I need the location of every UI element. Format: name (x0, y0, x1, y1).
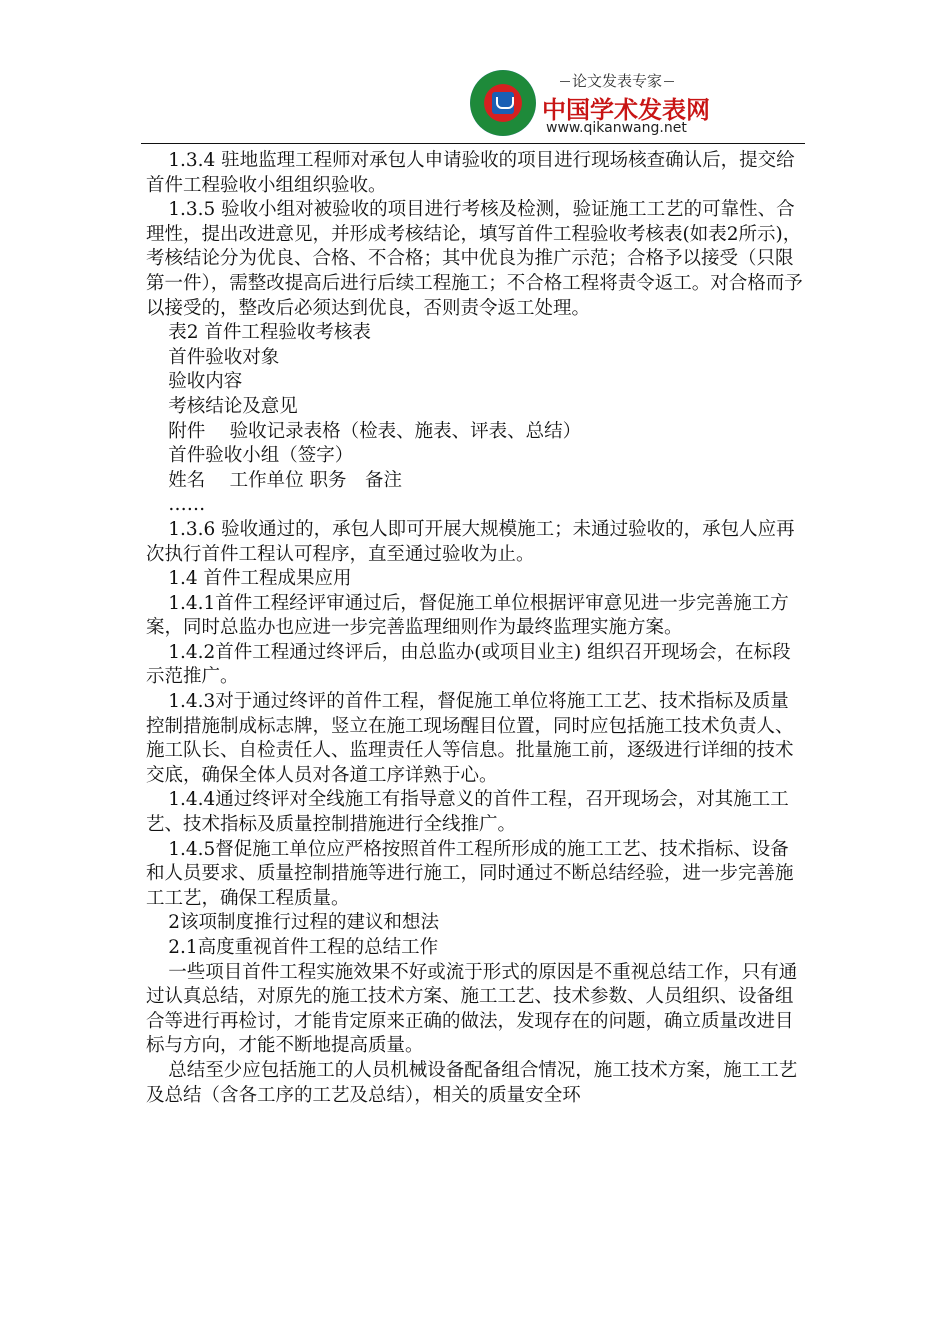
logo-slogan: 论文发表专家 (542, 70, 692, 91)
table-line: 附件 验收记录表格（检表、施表、评表、总结） (168, 420, 582, 442)
table-caption: 表2 首件工程验收考核表 (168, 322, 371, 344)
table-line: 首件验收小组（签字） (168, 445, 354, 467)
paragraph: 1.3.4 驻地监理工程师对承包人申请验收的项目进行现场核查确认后，提交给首件工程验收小组组织验收。 (146, 150, 795, 196)
paragraph: 1.3.5 验收小组对被验收的项目进行考核及检测，验证施工工艺的可靠性、合理性，提出改进意见，并形成考核结论，填写首件工程验收考核表(如表2所示)，考核结论分为优良、合格、不合格；其中优良为推广示范；合格予以接受（只限第一件），需整改提高后进行后续工程施工；不合格工程将责令返工。对合格而予以接受的，整改后必须达到优良，否则责令返工处理。 (146, 199, 803, 319)
paragraph: 1.4.5督促施工单位应严格按照首件工程所形成的施工工艺、技术指标、设备和人员要求、质量控制措施等进行施工，同时通过不断总结经验，进一步完善施工工艺，确保工程质量。 (146, 838, 794, 909)
section-heading: 2该项制度推行过程的建议和想法 (168, 912, 439, 934)
paragraph: 一些项目首件工程实施效果不好或流于形式的原因是不重视总结工作，只有通过认真总结，对原先的施工技术方案、施工工艺、技术参数、人员组织、设备组合等进行再检讨，才能肯定原来正确的做法，发现存在的问题，确立质量改进目标与方向，才能不断地提高质量。 (146, 961, 798, 1057)
paragraph: 1.4.3对于通过终评的首件工程，督促施工单位将施工工艺、技术指标及质量控制措施制成标志牌，竖立在施工现场醒目位置，同时应包括施工技术负责人、施工队长、自检责任人、监理责任人等信息。批量施工前，逐级进行详细的技术交底，确保全体人员对各道工序详熟于心。 (146, 691, 794, 786)
section-heading: 1.4 首件工程成果应用 (168, 568, 352, 590)
header-rule (141, 143, 805, 144)
table-line: 首件验收对象 (168, 346, 280, 368)
document-body (146, 149, 806, 1108)
logo-url: www.qikanwang.net (546, 120, 687, 136)
section-heading: 2.1高度重视首件工程的总结工作 (168, 937, 439, 958)
paragraph: 1.4.2首件工程通过终评后，由总监办(或项目业主) 组织召开现场会，在标段示范推广。 (146, 641, 791, 688)
table-line: 姓名 工作单位 职务 备注 (168, 469, 402, 491)
paragraph: 1.4.1首件工程经评审通过后，督促施工单位根据评审意见进一步完善施工方案，同时总监办也应进一步完善监理细则作为最终监理实施方案。 (146, 592, 789, 639)
book-icon (492, 92, 514, 114)
table-line: 考核结论及意见 (168, 395, 298, 417)
logo-name: 中国学术发表网 (542, 96, 710, 124)
emblem-icon (470, 70, 536, 136)
table-line: …… (168, 494, 206, 516)
site-logo (468, 68, 710, 140)
paragraph: 1.4.4通过终评对全线施工有指导意义的首件工程，召开现场会，对其施工工艺、技术指标及质量控制措施进行全线推广。 (146, 789, 789, 836)
table-line: 验收内容 (168, 371, 243, 393)
paragraph: 1.3.6 验收通过的，承包人即可开展大规模施工；未通过验收的，承包人应再次执行首件工程认可程序，直至通过验收为止。 (146, 518, 795, 565)
paragraph: 总结至少应包括施工的人员机械设备配备组合情况，施工技术方案，施工工艺及总结（含各工序的工艺及总结），相关的质量安全环 (146, 1059, 798, 1106)
